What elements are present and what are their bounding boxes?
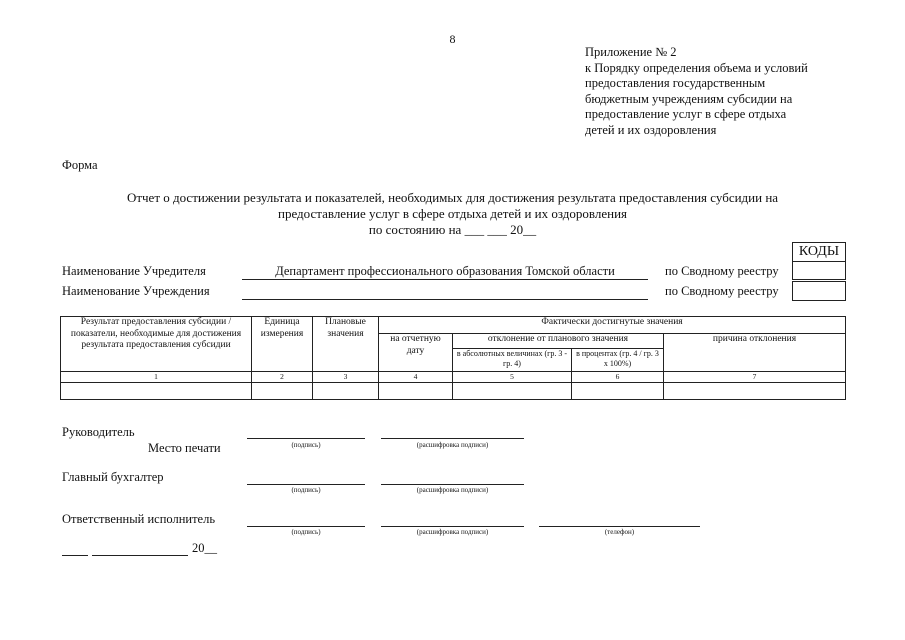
appendix-line: бюджетным учреждениям субсидии на — [585, 91, 793, 106]
executor-decoding-line[interactable] — [381, 516, 524, 527]
accountant-decoding-line[interactable] — [381, 474, 524, 485]
column-number: 1 — [61, 372, 252, 383]
column-number: 6 — [572, 372, 664, 383]
date-month-line[interactable] — [92, 545, 188, 556]
executor-decoding-caption: (расшифровка подписи) — [416, 528, 489, 536]
header-result: Результат предоставления субсидии /показатели, необходимые для достижения результата предоставления субсидии — [61, 317, 252, 372]
executor-signature-caption: (подпись) — [291, 528, 321, 536]
data-cell[interactable] — [252, 383, 313, 400]
founder-value[interactable]: Департамент профессионального образования Томской области — [242, 264, 648, 280]
report-title — [60, 190, 845, 238]
page-number: 8 — [449, 32, 456, 46]
title-line-1: Отчет о достижении результата и показателей, необходимых для достижения результата предоставления субсидии на — [126, 190, 779, 205]
appendix-note — [585, 45, 855, 138]
executor-signature-line[interactable] — [247, 516, 365, 527]
data-cell[interactable] — [379, 383, 453, 400]
data-cell[interactable] — [313, 383, 379, 400]
institution-label: Наименование Учреждения — [62, 284, 210, 298]
executor-phone-line[interactable] — [539, 516, 700, 527]
header-unit: Единица измерения — [252, 317, 313, 372]
column-number: 3 — [313, 372, 379, 383]
accountant-label: Главный бухгалтер — [62, 470, 164, 484]
form-label: Форма — [62, 158, 98, 172]
head-signature-line[interactable] — [247, 428, 365, 439]
head-label: Руководитель — [62, 425, 135, 439]
date-year: 20__ — [192, 541, 217, 555]
data-cell[interactable] — [61, 383, 252, 400]
founder-code-cell[interactable] — [792, 261, 846, 280]
founder-label: Наименование Учредителя — [62, 264, 206, 278]
header-reason: причина отклонения — [664, 334, 846, 372]
accountant-signature-caption: (подпись) — [291, 486, 321, 494]
column-number: 5 — [453, 372, 572, 383]
header-reporting-date: на отчетную дату — [379, 334, 453, 372]
head-decoding-line[interactable] — [381, 428, 524, 439]
header-actual-group: Фактически достигнутые значения — [379, 317, 846, 334]
appendix-line: предоставление услуг в сфере отдыха — [585, 107, 787, 121]
appendix-line: предоставления государственным — [585, 76, 766, 90]
institution-registry-label: по Сводному реестру — [665, 284, 779, 298]
column-number: 4 — [379, 372, 453, 383]
appendix-line: к Порядку определения объема и условий — [585, 60, 808, 75]
accountant-decoding-caption: (расшифровка подписи) — [416, 486, 489, 494]
header-planned: Плановые значения — [313, 317, 379, 372]
appendix-line: детей и их оздоровления — [585, 122, 717, 137]
data-cell[interactable] — [453, 383, 572, 400]
executor-phone-caption: (телефон) — [604, 528, 635, 536]
data-cell[interactable] — [572, 383, 664, 400]
column-number: 7 — [664, 372, 846, 383]
executor-label: Ответственный исполнитель — [62, 512, 216, 526]
header-absolute: в абсолютных величинах (гр. 3 - гр. 4) — [453, 349, 572, 372]
title-line-3: по состоянию на ___ ___ 20__ — [368, 222, 537, 237]
appendix-line: Приложение № 2 — [585, 45, 677, 59]
data-cell[interactable] — [664, 383, 846, 400]
header-percent: в процентах (гр. 4 / гр. 3 х 100%) — [572, 349, 664, 372]
column-number: 2 — [252, 372, 313, 383]
date-day-line[interactable] — [62, 545, 88, 556]
seal-label: Место печати — [148, 441, 221, 455]
institution-value[interactable] — [242, 284, 648, 300]
report-table — [60, 316, 846, 400]
title-line-2: предоставление услуг в сфере отдыха детей и их оздоровления — [277, 206, 628, 221]
founder-registry-label: по Сводному реестру — [665, 264, 779, 278]
institution-code-cell[interactable] — [792, 281, 846, 301]
head-decoding-caption: (расшифровка подписи) — [416, 441, 489, 449]
codes-header: КОДЫ — [792, 242, 846, 262]
accountant-signature-line[interactable] — [247, 474, 365, 485]
head-signature-caption: (подпись) — [291, 441, 321, 449]
header-deviation-group: отклонение от планового значения — [453, 334, 664, 349]
